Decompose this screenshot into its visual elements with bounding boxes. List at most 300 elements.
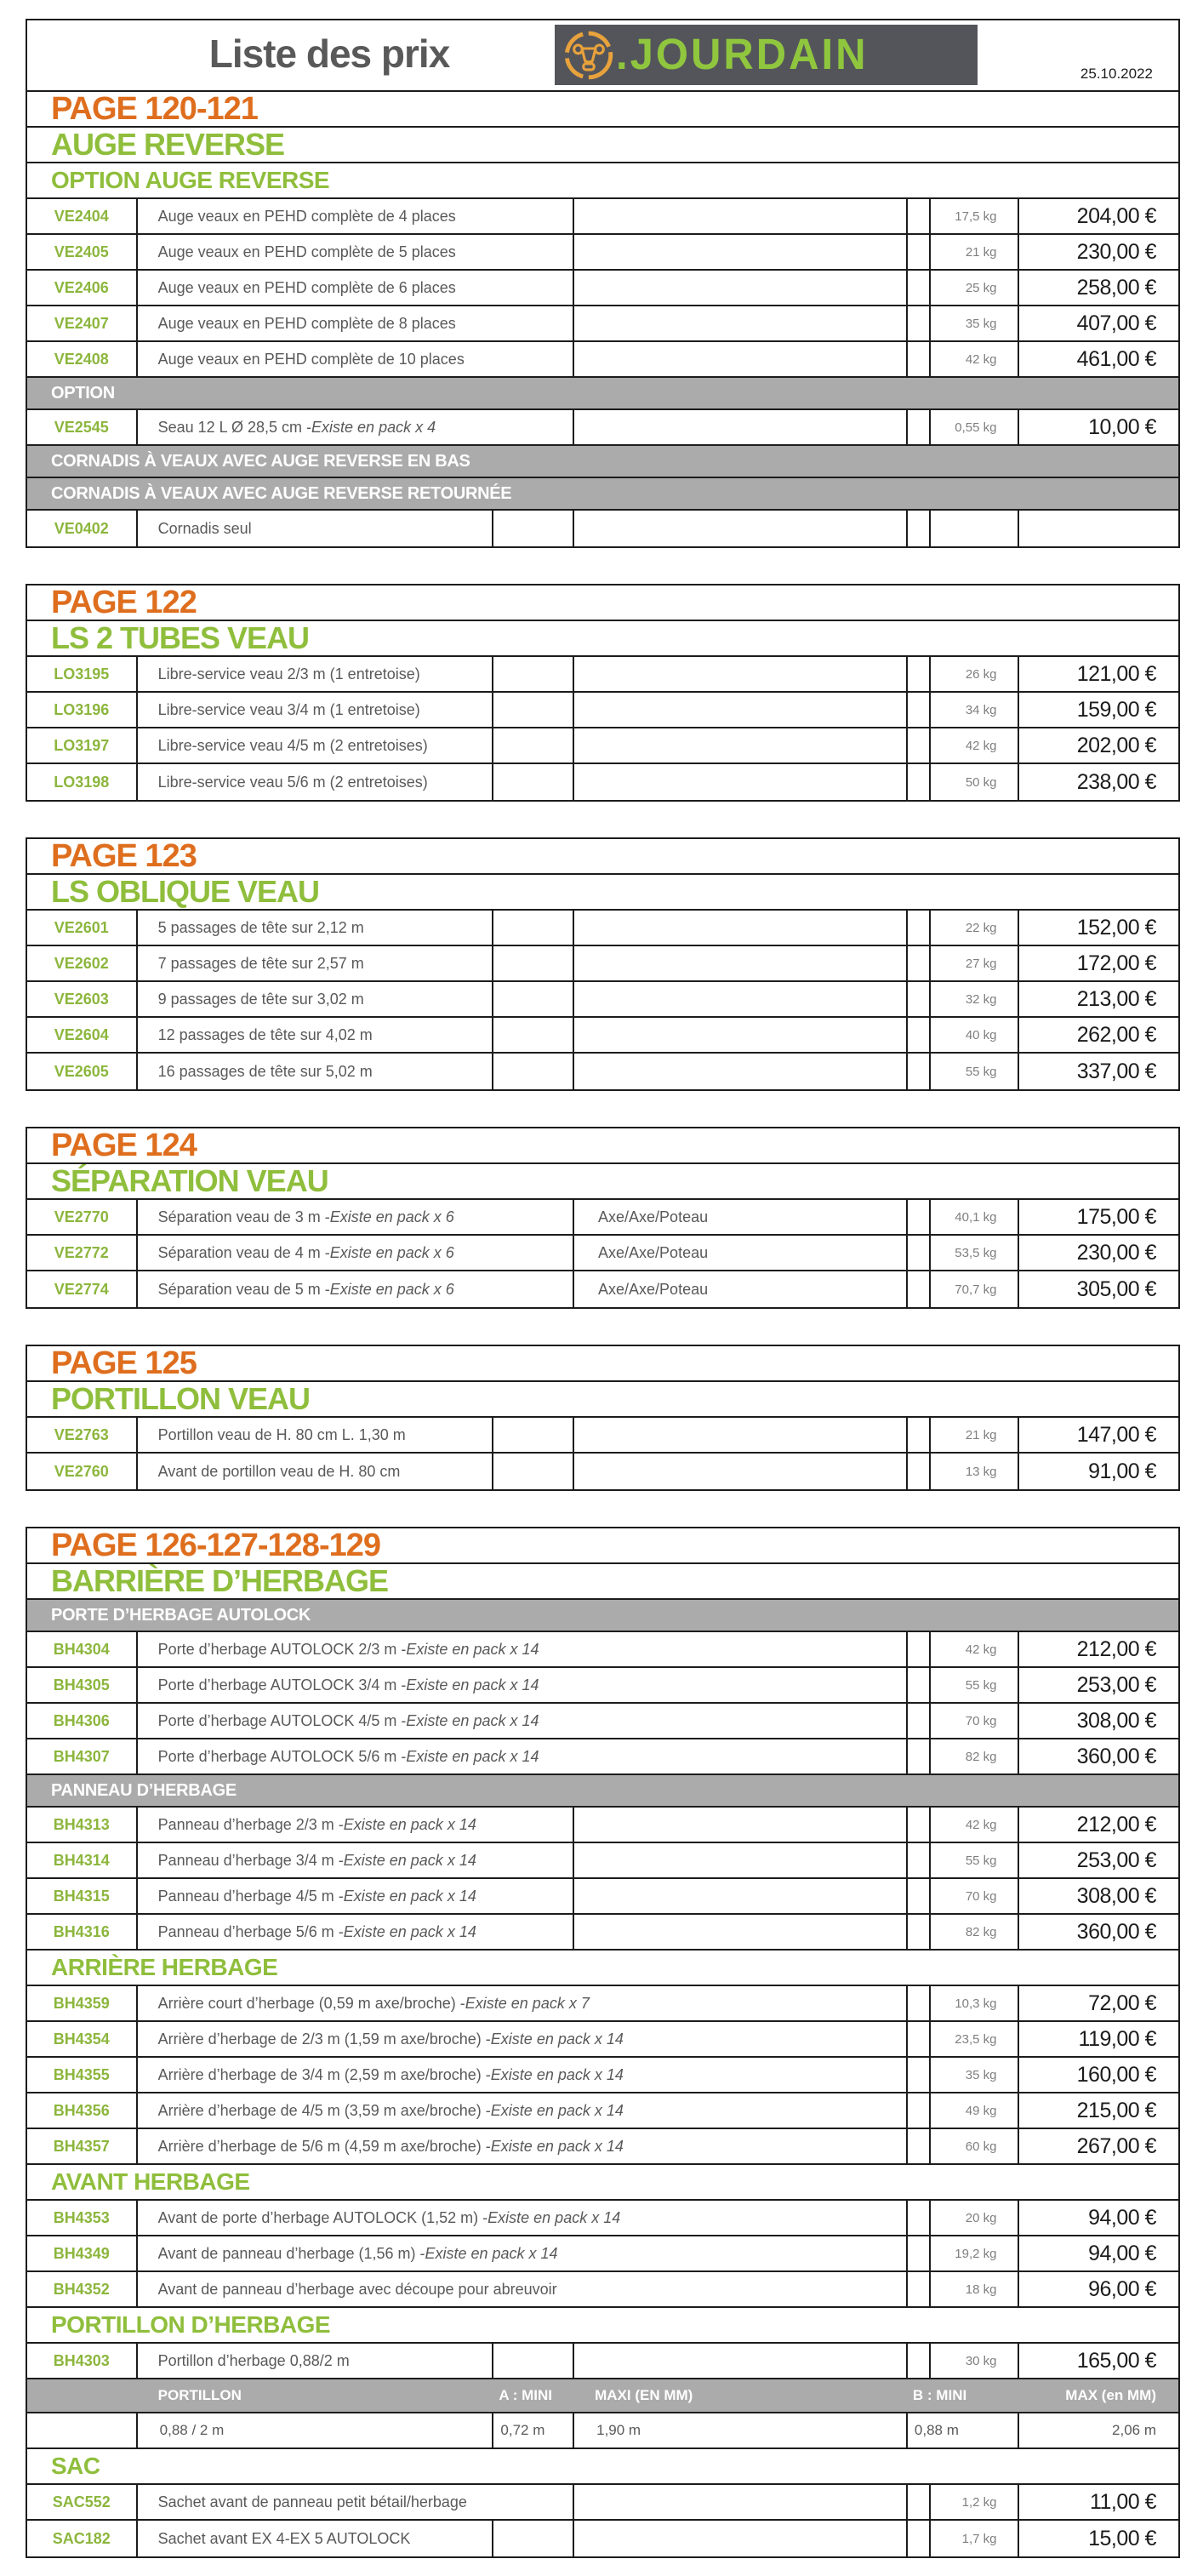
product-description-text: Auge veaux en PEHD complète de 6 places [157,278,456,296]
product-description-text: Avant de porte d’herbage AUTOLOCK (1,52 m) - [157,2208,488,2226]
product-description [136,2521,493,2556]
product-row [27,2201,1178,2236]
product-option [573,946,906,980]
dimension-header-cell: PORTILLON [157,2387,242,2403]
empty-cell [492,1418,573,1452]
product-row [27,1418,1178,1454]
empty-narrow-cell [906,2093,929,2128]
product-option [573,410,906,444]
product-description [136,1668,906,1702]
product-weight: 49 kg [929,2093,1018,2128]
product-description-text: Panneau d’herbage 2/3 m - [157,1815,344,1833]
product-row [27,1668,1178,1704]
empty-cell [492,657,573,691]
dimension-value-cell: 0,72 m [492,2413,573,2447]
product-price: 215,00 € [1018,2093,1178,2128]
table-group-bar-row [27,1775,1178,1808]
empty-narrow-cell [906,2521,929,2556]
product-description [136,1986,906,2020]
empty-cell [492,911,573,945]
dimension-header-cell: B : MINI [912,2387,967,2403]
dimension-value-cell: 0,88 / 2 m [136,2413,493,2447]
product-code: LO3196 [54,700,110,718]
product-weight: 35 kg [929,306,1018,340]
product-code: VE2405 [54,243,109,260]
table-group-bar: PORTE D’HERBAGE AUTOLOCK [51,1605,311,1625]
product-description-text: Porte d’herbage AUTOLOCK 2/3 m - [157,1640,407,1658]
product-description-text: Libre-service veau 3/4 m (1 entretoise) [157,700,420,718]
product-price: 253,00 € [1018,1843,1178,1877]
section-box [26,584,1180,802]
product-row [27,342,1178,378]
product-description [136,2485,573,2519]
product-code: VE2770 [54,1208,109,1225]
dimension-value-cell [27,2413,136,2447]
product-description-note: Existe en pack x 14 [490,2101,624,2119]
product-description-text: 16 passages de tête sur 5,02 m [157,1062,373,1080]
section-box [26,837,1180,1091]
empty-cell [492,1054,573,1089]
product-description-text: Libre-service veau 2/3 m (1 entretoise) [157,665,420,683]
product-row [27,693,1178,728]
product-code: BH4306 [53,1711,110,1729]
product-weight: 1,2 kg [929,2485,1018,2519]
product-description [136,1704,906,1738]
product-weight: 53,5 kg [929,1236,1018,1270]
product-description [136,2093,906,2128]
logo-wordmark: .JOURDAIN [616,30,869,79]
bull-logo-icon [562,28,616,83]
product-option: Axe/Axe/Poteau [573,1236,906,1270]
product-row [27,657,1178,693]
product-row [27,306,1178,342]
product-weight: 42 kg [929,728,1018,763]
product-description-text: 12 passages de tête sur 4,02 m [157,1025,373,1043]
product-price: 94,00 € [1018,2201,1178,2235]
product-code: SAC552 [52,2493,111,2510]
page-title: PAGE 120-121 [51,90,258,127]
product-price: 253,00 € [1018,1668,1178,1702]
product-price: 91,00 € [1018,1454,1178,1489]
product-description [136,693,493,727]
empty-narrow-cell [906,1200,929,1234]
product-description-text: Arrière d’herbage de 3/4 m (2,59 m axe/broche) - [157,2065,491,2083]
product-code: BH4303 [53,2351,110,2369]
empty-narrow-cell [906,1915,929,1949]
section-box [26,19,1180,548]
subcategory-title-row [27,163,1178,199]
product-weight: 70,7 kg [929,1271,1018,1307]
product-row [27,2093,1178,2129]
product-description-text: 7 passages de tête sur 2,57 m [157,954,364,972]
product-description-text: Libre-service veau 4/5 m (2 entretoises) [157,736,428,754]
subcategory-title: AVANT HERBAGE [51,2168,250,2195]
product-code: VE2763 [54,1425,109,1443]
product-price: 230,00 € [1018,235,1178,269]
product-description-text: Auge veaux en PEHD complète de 4 places [157,207,456,225]
product-weight: 50 kg [929,764,1018,800]
product-price: 267,00 € [1018,2129,1178,2163]
category-title: AUGE REVERSE [51,127,285,162]
product-description-text: Auge veaux en PEHD complète de 5 places [157,243,456,260]
empty-narrow-cell [906,1632,929,1666]
product-row [27,2058,1178,2093]
product-description [136,1843,573,1877]
product-code: VE2545 [54,418,109,436]
product-code: BH4352 [53,2280,110,2298]
product-weight: 34 kg [929,693,1018,727]
empty-narrow-cell [906,1986,929,2020]
product-price: 172,00 € [1018,946,1178,980]
product-weight: 13 kg [929,1454,1018,1489]
product-code: VE2404 [54,207,109,225]
empty-narrow-cell [906,728,929,763]
product-description-text: Arrière court d’herbage (0,59 m axe/broche) - [157,1994,465,2012]
product-description [136,1879,573,1913]
product-description [136,2201,906,2235]
product-price: 15,00 € [1018,2521,1178,2556]
product-code: VE2603 [54,990,109,1008]
product-price [1018,511,1178,546]
product-code: VE2601 [54,918,109,936]
product-row [27,511,1178,546]
product-description-text: Arrière d’herbage de 2/3 m (1,59 m axe/broche) - [157,2030,491,2048]
section-rows [27,128,1178,546]
product-price: 230,00 € [1018,1236,1178,1270]
product-option [573,306,906,340]
product-description-note: Existe en pack x 14 [406,1640,539,1658]
product-price: 147,00 € [1018,1418,1178,1452]
product-description-note: Existe en pack x 14 [406,1747,539,1765]
category-title-row [27,128,1178,163]
product-price: 165,00 € [1018,2344,1178,2378]
product-description [136,2272,906,2306]
product-option: Axe/Axe/Poteau [573,1200,906,1234]
product-weight: 21 kg [929,1418,1018,1452]
product-row [27,982,1178,1018]
product-row [27,1739,1178,1775]
product-code: VE2408 [54,350,109,368]
product-description [136,1739,906,1773]
table-group-bar: CORNADIS À VEAUX AVEC AUGE REVERSE RETOURNÉE [51,483,512,503]
empty-narrow-cell [906,2272,929,2306]
product-price: 121,00 € [1018,657,1178,691]
table-group-bar: PANNEAU D’HERBAGE [51,1780,237,1800]
dimension-value-cell: 1,90 m [573,2413,906,2447]
product-description-text: Seau 12 L Ø 28,5 cm - [157,418,312,436]
product-price: 305,00 € [1018,1271,1178,1307]
product-description-text: Séparation veau de 3 m - [157,1208,330,1225]
empty-narrow-cell [906,946,929,980]
product-weight: 42 kg [929,342,1018,376]
product-description-text: Auge veaux en PEHD complète de 8 places [157,314,456,332]
empty-narrow-cell [906,271,929,305]
product-code: BH4353 [53,2208,110,2226]
product-description [136,2236,906,2270]
empty-narrow-cell [906,1879,929,1913]
empty-narrow-cell [906,693,929,727]
product-price: 204,00 € [1018,199,1178,233]
empty-cell [492,1454,573,1489]
product-price: 213,00 € [1018,982,1178,1016]
product-description [136,946,493,980]
subcategory-title-row [27,1951,1178,1986]
empty-cell [492,2521,573,2556]
product-weight: 27 kg [929,946,1018,980]
table-group-bar-row [27,446,1178,478]
product-row [27,1236,1178,1271]
product-weight: 55 kg [929,1054,1018,1089]
product-code: LO3197 [54,736,110,754]
product-option [573,199,906,233]
product-description-text: Porte d’herbage AUTOLOCK 5/6 m - [157,1747,407,1765]
category-title: LS OBLIQUE VEAU [51,874,320,909]
product-description-note: Existe en pack x 7 [465,1994,590,2012]
page-content [26,19,1180,2576]
product-option [573,911,906,945]
product-option [573,693,906,727]
jourdain-logo [555,25,978,85]
product-description [136,1915,573,1949]
table-group-bar: CORNADIS À VEAUX AVEC AUGE REVERSE EN BAS [51,451,470,471]
product-row [27,1054,1178,1089]
product-description-note: Existe en pack x 14 [343,1851,476,1869]
product-weight: 55 kg [929,1843,1018,1877]
product-weight: 10,3 kg [929,1986,1018,2020]
product-description-text: Libre-service veau 5/6 m (2 entretoises) [157,773,428,791]
dimension-header-cell: MAXI (EN MM) [595,2387,693,2403]
product-description [136,1454,493,1489]
page-title-row [27,839,1178,875]
product-weight [929,511,1018,546]
product-price: 308,00 € [1018,1879,1178,1913]
empty-narrow-cell [906,2201,929,2235]
product-description-note: Existe en pack x 14 [490,2065,624,2083]
product-price: 407,00 € [1018,306,1178,340]
product-option [573,657,906,691]
dimension-header-cell [27,2379,136,2412]
product-description [136,1271,573,1307]
empty-narrow-cell [906,511,929,546]
product-description-note: Existe en pack x 14 [490,2030,624,2048]
product-row [27,2485,1178,2521]
product-price: 94,00 € [1018,2236,1178,2270]
product-description [136,1418,493,1452]
product-price: 72,00 € [1018,1986,1178,2020]
product-description-text: Arrière d’herbage de 5/6 m (4,59 m axe/broche) - [157,2137,491,2155]
product-weight: 19,2 kg [929,2236,1018,2270]
product-row [27,410,1178,446]
empty-narrow-cell [906,410,929,444]
product-weight: 23,5 kg [929,2022,1018,2056]
product-option [573,271,906,305]
subcategory-title-row [27,2308,1178,2344]
empty-narrow-cell [906,2058,929,2092]
product-weight: 17,5 kg [929,199,1018,233]
product-description-note: Existe en pack x 14 [343,1815,476,1833]
product-weight: 42 kg [929,1808,1018,1842]
product-description-text: Cornadis seul [157,519,252,537]
page-title-row [27,1346,1178,1382]
category-title: SÉPARATION VEAU [51,1163,328,1198]
product-code: BH4305 [53,1676,110,1694]
empty-cell [492,728,573,763]
product-code: BH4357 [53,2137,110,2155]
product-code: VE2760 [54,1462,109,1480]
product-description [136,764,493,800]
product-description [136,1018,493,1052]
product-row [27,1879,1178,1915]
empty-narrow-cell [906,1704,929,1738]
product-description-note: Existe en pack x 14 [406,1711,539,1729]
product-option [573,1843,906,1877]
empty-narrow-cell [906,1236,929,1270]
empty-narrow-cell [906,199,929,233]
empty-narrow-cell [906,2129,929,2163]
empty-narrow-cell [906,1054,929,1089]
product-price: 160,00 € [1018,2058,1178,2092]
product-row [27,1018,1178,1054]
product-code: BH4304 [53,1640,110,1658]
empty-cell [492,946,573,980]
product-description [136,1632,906,1666]
product-description-text: Arrière d’herbage de 4/5 m (3,59 m axe/broche) - [157,2101,491,2119]
empty-narrow-cell [906,342,929,376]
product-description [136,1808,573,1842]
product-code: LO3198 [54,773,110,791]
product-description-text: Auge veaux en PEHD complète de 10 places [157,350,465,368]
product-description [136,2129,906,2163]
product-description [136,1200,573,1234]
product-row [27,1843,1178,1879]
product-option [573,728,906,763]
page-title: PAGE 126-127-128-129 [51,1527,380,1563]
product-description-note: Existe en pack x 6 [329,1208,454,1225]
product-row [27,199,1178,235]
product-description [136,271,573,305]
page-title-row [27,1128,1178,1164]
product-option [573,2344,906,2378]
empty-narrow-cell [906,2022,929,2056]
dimension-header-row [27,2379,1178,2413]
product-price: 262,00 € [1018,1018,1178,1052]
empty-narrow-cell [906,982,929,1016]
empty-narrow-cell [906,1668,929,1702]
subcategory-title-row [27,2165,1178,2201]
product-row [27,2521,1178,2556]
category-title: PORTILLON VEAU [51,1381,311,1416]
product-description [136,410,573,444]
product-weight: 35 kg [929,2058,1018,2092]
product-option: Axe/Axe/Poteau [573,1271,906,1307]
product-code: VE2604 [54,1025,109,1043]
product-description-note: Existe en pack x 4 [311,418,436,436]
product-option [573,1808,906,1842]
product-row [27,1454,1178,1489]
product-weight: 18 kg [929,2272,1018,2306]
product-description-text: Sachet avant de panneau petit bétail/herbage [157,2493,467,2510]
product-row [27,911,1178,946]
product-weight: 60 kg [929,2129,1018,2163]
product-row [27,2344,1178,2379]
product-code: BH4316 [53,1922,110,1940]
product-row [27,1986,1178,2022]
product-row [27,2236,1178,2272]
product-price: 461,00 € [1018,342,1178,376]
product-price: 212,00 € [1018,1632,1178,1666]
product-code: BH4314 [53,1851,110,1869]
product-description [136,235,573,269]
section-box [26,1127,1180,1309]
product-description-text: Séparation veau de 5 m - [157,1280,330,1298]
product-row [27,1704,1178,1739]
product-weight: 0,55 kg [929,410,1018,444]
empty-narrow-cell [906,306,929,340]
product-description [136,982,493,1016]
product-option [573,1018,906,1052]
product-code: VE2407 [54,314,109,332]
subcategory-title: PORTILLON D’HERBAGE [51,2311,331,2338]
product-option [573,2485,906,2519]
product-price: 258,00 € [1018,271,1178,305]
product-price: 152,00 € [1018,911,1178,945]
product-description-text: Portillon d’herbage 0,88/2 m [157,2351,350,2369]
product-row [27,271,1178,306]
section-box [26,1527,1180,2558]
product-description-text: Avant de panneau d’herbage (1,56 m) - [157,2244,425,2262]
product-description [136,342,573,376]
product-price: 238,00 € [1018,764,1178,800]
product-price: 96,00 € [1018,2272,1178,2306]
subcategory-title: OPTION AUGE REVERSE [51,167,330,193]
product-row [27,2129,1178,2165]
empty-narrow-cell [906,1018,929,1052]
product-code: BH4356 [53,2101,110,2119]
page-title: PAGE 122 [51,584,197,620]
product-option [573,2521,906,2556]
page-title-row [27,1528,1178,1564]
product-code: BH4349 [53,2244,110,2262]
category-title: LS 2 TUBES VEAU [51,620,310,655]
empty-narrow-cell [906,764,929,800]
category-title-row [27,875,1178,911]
product-row [27,764,1178,800]
product-option [573,982,906,1016]
product-description [136,2344,493,2378]
product-code: LO3195 [54,665,110,683]
product-price: 159,00 € [1018,693,1178,727]
product-description-text: Porte d’herbage AUTOLOCK 3/4 m - [157,1676,407,1694]
document-date: 25.10.2022 [1080,66,1153,82]
category-title-row [27,1164,1178,1200]
product-row [27,2272,1178,2308]
product-weight: 30 kg [929,2344,1018,2378]
product-description-note: Existe en pack x 14 [343,1887,476,1905]
product-description-note: Existe en pack x 14 [487,2208,621,2226]
product-option [573,342,906,376]
empty-narrow-cell [906,2344,929,2378]
product-row [27,2022,1178,2058]
empty-narrow-cell [906,1843,929,1877]
product-weight: 20 kg [929,2201,1018,2235]
page-title: PAGE 123 [51,837,197,874]
empty-cell [492,982,573,1016]
product-description [136,911,493,945]
empty-narrow-cell [906,1739,929,1773]
page-title-row [27,92,1178,128]
product-row [27,1200,1178,1236]
table-group-bar-row [27,1600,1178,1632]
